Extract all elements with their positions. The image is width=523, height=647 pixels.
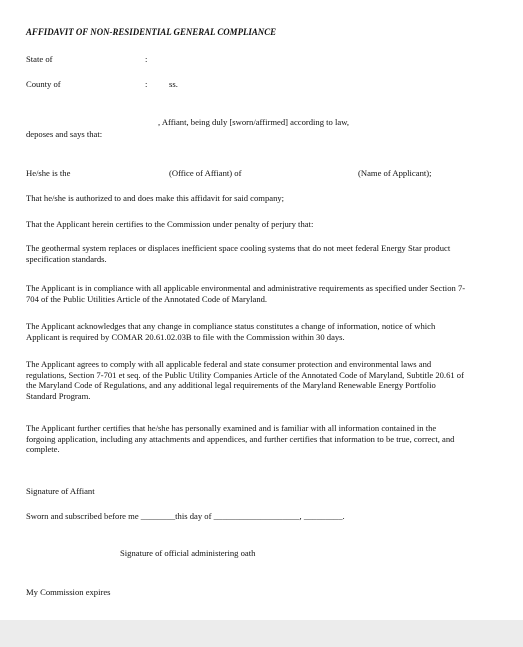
deposes-text: deposes and says that: [26,129,103,139]
office-of-affiant-label: (Office of Affiant) of [169,168,242,178]
sworn-subscribed-line: Sworn and subscribed before me ________this day of ____________________, _________. [26,511,345,521]
county-colon: : [145,79,148,89]
paragraph-energy-star: The geothermal system replaces or displaces inefficient space cooling systems that do not meet federal Energy Star product specification standards. [26,243,451,264]
affiant-sworn-text: , Affiant, being duly [sworn/affirmed] according to law, [158,117,350,127]
county-ss: ss. [169,79,178,89]
paragraph-compliance: The Applicant is in compliance with all applicable environmental and administrative requirements as specified under Section 7-704 of the Public Utilities Article of the Annotated Code of Maryland. [26,283,466,304]
name-of-applicant-label: (Name of Applicant); [358,168,432,178]
signature-affiant-label: Signature of Affiant [26,486,95,496]
county-label: County of [26,79,61,89]
signature-official-label: Signature of official administering oath [120,548,256,558]
paragraph-change-notice: The Applicant acknowledges that any change in compliance status constitutes a change of information, notice of which Applicant is required by COMAR 20.61.02.03B to file with the Commission within 30 days. [26,321,436,342]
authorized-statement: That he/she is authorized to and does make this affidavit for said company; [26,193,285,203]
document-title: AFFIDAVIT OF NON-RESIDENTIAL GENERAL COMPLIANCE [26,27,277,37]
paragraph-consumer-protection: The Applicant agrees to comply with all applicable federal and state consumer protection and environmental laws and regulations, Section 7-701 et seq. of the Public Utility Companies Article of the Annotated Code of Maryland, Subtitle 20.61 of the Maryland Code of Regulations, and any additional legal requirements of the Maryland Renewable Energy Portfolio Standard Program. [26,359,464,401]
office-line-prefix: He/she is the [26,168,71,178]
state-colon: : [145,54,148,64]
certifies-statement: That the Applicant herein certifies to the Commission under penalty of perjury that: [26,219,314,229]
paragraph-further-certifies: The Applicant further certifies that he/she has personally examined and is familiar with all information contained in the forgoing application, including any attachments and appendices, and further certifies that information to be true, correct, and complete. [26,423,455,455]
state-label: State of [26,54,53,64]
commission-expires-label: My Commission expires [26,587,111,597]
